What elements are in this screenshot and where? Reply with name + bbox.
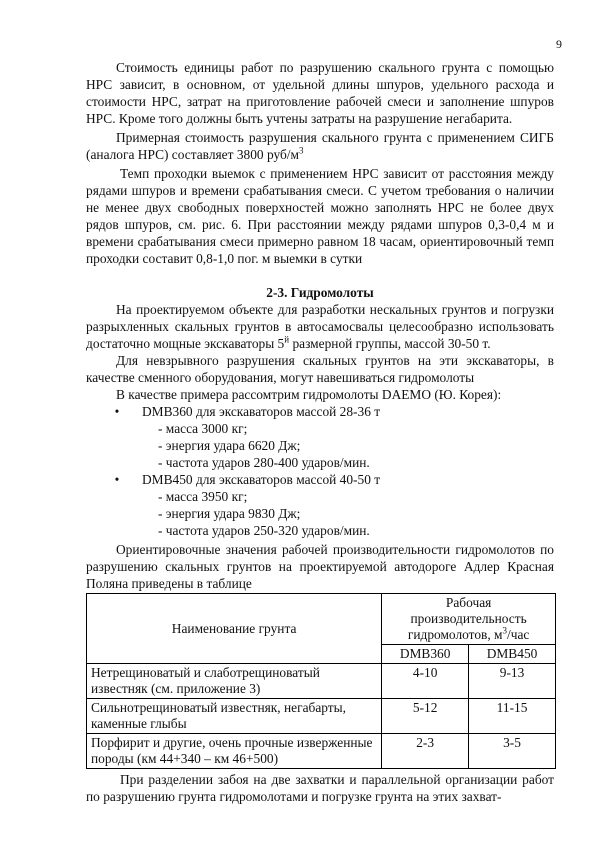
paragraph-cost: Стоимость единицы работ по разрушению скального грунта с помощью НРС зависит, в основном, от удельной длины шпуров, удельного расхода и стоимости НРС, затрат на приготовление рабочей смеси и заполнение шпуров НРС. Кроме того должны быть учтены затраты на разрушение негабарита. — [86, 60, 554, 126]
header-productivity-unit: /час — [507, 627, 530, 642]
spec-item: - масса 3000 кг; — [158, 421, 248, 436]
hammer-title: DMB360 для экскаваторов массой 28-36 т — [142, 404, 381, 419]
paragraph-approx-cost — [86, 129, 554, 163]
cell-dmb360-value: 5-12 — [382, 699, 469, 734]
section-title: 2-3. Гидромолоты — [266, 285, 374, 300]
hammer-item — [86, 403, 554, 471]
hammer-list — [86, 403, 554, 539]
cell-dmb450-value: 11-15 — [469, 699, 556, 734]
hammer-specs — [86, 488, 554, 539]
cell-dmb360-value: 4-10 — [382, 664, 469, 699]
cell-soil-name: Нетрещиноватый и слаботрещиноватый известняк (см. приложение 3) — [87, 664, 382, 699]
cell-soil-name: Сильнотрещиноватый известняк, негабарты, каменные глыбы — [87, 699, 382, 734]
paragraph-parallel-work: При разделении забоя на две захватки и параллельной организации работ по разрушению грунта гидромолотами и погрузке грунта на этих захват- — [86, 772, 554, 804]
spec-item: - частота ударов 280-400 ударов/мин. — [158, 455, 370, 470]
page-number: 9 — [556, 37, 562, 51]
cell-soil-name: Порфирит и другие, очень прочные изверженные породы (км 44+340 – км 46+500) — [87, 734, 382, 769]
table-row — [87, 699, 556, 734]
table-header-row — [87, 594, 556, 645]
spec-item: - масса 3950 кг; — [158, 489, 248, 504]
page-content — [86, 59, 554, 805]
paragraph-excavators — [86, 301, 554, 352]
hammer-item — [86, 471, 554, 539]
hammer-title: DMB450 для экскаваторов массой 40-50 т — [142, 472, 381, 487]
table-row — [87, 734, 556, 769]
header-productivity-superscript: 3 — [502, 625, 508, 636]
productivity-table — [86, 593, 556, 769]
header-soil-name: Наименование грунта — [87, 594, 382, 664]
excavators-superscript: й — [284, 334, 290, 345]
paragraph-example-intro: В качестве примера рассомтрим гидромолоты DAEMO (Ю. Корея): — [116, 387, 502, 402]
spec-item: - частота ударов 250-320 ударов/мин. — [158, 523, 370, 538]
header-dmb450: DMB450 — [469, 645, 556, 664]
spec-item: - энергия удара 9830 Дж; — [158, 506, 301, 521]
spec-item: - энергия удара 6620 Дж; — [158, 438, 301, 453]
cell-dmb360-value: 2-3 — [382, 734, 469, 769]
excavators-text-b: размерной группы, массой 30-50 т. — [289, 336, 491, 351]
approx-cost-superscript: 3 — [299, 145, 304, 156]
paragraph-hammers-mounting: Для невзрывного разрушения скальных грунтов на эти экскаваторы, в качестве сменного оборудования, могут навешиваться гидромолоты — [86, 353, 554, 385]
hammer-specs — [86, 420, 554, 471]
cell-dmb450-value: 3-5 — [469, 734, 556, 769]
excavators-text-a: На проектируемом объекте для разработки нескальных грунтов и погрузки разрыхленных скальных грунтов в автосамосвалы целесообразно использовать достаточно мощные экскаваторы 5 — [86, 302, 554, 351]
bullet-icon: • — [114, 404, 120, 419]
paragraph-excavation-rate: Темп проходки выемок с применением НРС зависит от расстояния между рядами шпуров и времени срабатывания смеси. С учетом требования о наличии не менее двух свободных поверхностей можно заполнять НРС не более двух рядов шпуров, см. рис. 6. При расстоянии между рядами шпуров 0,3-0,4 м и времени срабатывания смеси примерно равном 18 часам, ориентировочный темп проходки составит 0,8-1,0 пог. м выемки в сутки — [86, 166, 554, 266]
table-row — [87, 664, 556, 699]
paragraph-table-intro: Ориентировочные значения рабочей производительности гидромолотов по разрушению скальных грунтов на проектируемой автодороге Адлер Красная Поляна приведены в таблице — [86, 542, 554, 591]
cell-dmb450-value: 9-13 — [469, 664, 556, 699]
header-productivity — [382, 594, 556, 645]
header-productivity-text: Рабочая производительность гидромолотов, м — [407, 595, 527, 642]
approx-cost-text: Примерная стоимость разрушения скального грунта с применением СИГБ (аналога НРС) составляет 3800 руб/м — [86, 130, 554, 162]
bullet-icon: • — [114, 472, 120, 487]
header-dmb360: DMB360 — [382, 645, 469, 664]
